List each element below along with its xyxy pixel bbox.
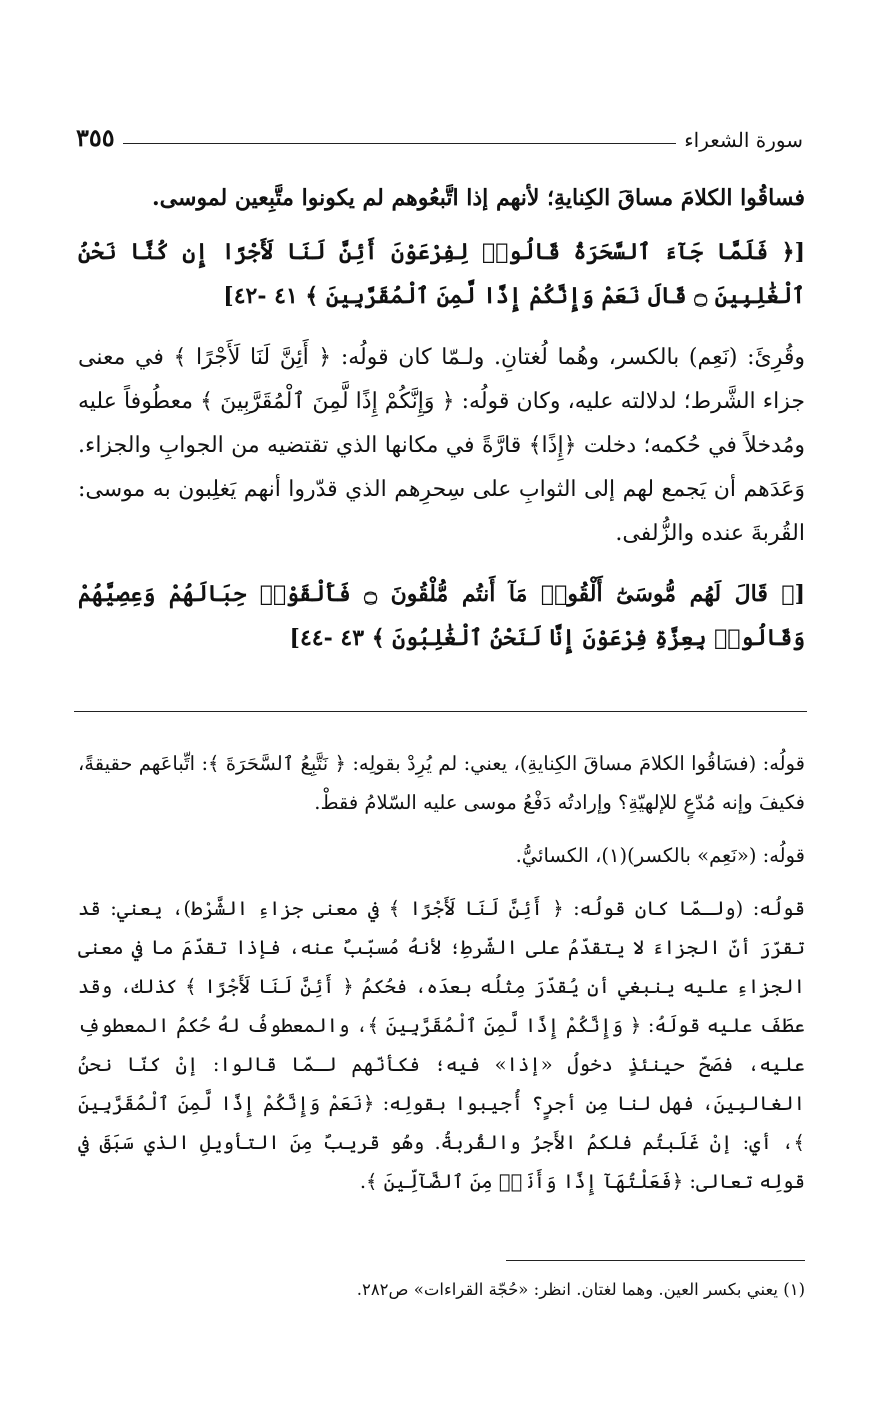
footnote-rule <box>506 1260 805 1261</box>
commentary-paragraph-1: قولُه: (فسَاقُوا الكلامَ مساقَ الكِنايةِ)، يعني: لم يُرِدْ بقولِه: ﴿ نَتَّبِعُ ٱلسَّحَرَةَ ﴾: اتِّباعَهم حقيقةً، فكيفَ وإنه مُدّعٍ للإلهيّةِ؟ وإرادتُه دَفْعُ موسى عليه السّلامُ فقطْ. <box>78 752 805 814</box>
surah-title: سورة الشعراء <box>684 128 803 152</box>
commentary-divider <box>74 711 807 712</box>
page-header <box>76 112 803 152</box>
main-text <box>78 176 805 660</box>
commentary-paragraph-3: قولُه: (ولـمّا كان قولُه: ﴿ أَئِنَّ لَنَا لَأَجْرًا ﴾ في معنى جزاءِ الشَّرْط)، يعني: قد تقرّرَ أنّ الجزاءَ لا يتقدّمُ على الشّرطِ؛ لأنهُ مُسبّبٌ عنه، فإذا تقدّمَ ما في معنى الجزاءِ عليه ينبغي أن يُقدّرَ مِثلُه بعدَه، فحُكمُ ﴿ أَئِنَّ لَنَا لَأَجْرًا ﴾ كذلك، وقد عطَفَ عليه قولَهُ: ﴿ وَإِنَّكُمْ إِذًا لَّمِنَ ٱلْمُقَرَّبِينَ ﴾، والمعطوفُ لهُ حُكمُ المعطوفِ عليه، فصَحّ حينئذٍ دخولُ «إذا» فيه؛ فكأنّهم لـمّا قالوا: إنْ كنّا نحنُ الغالبِينَ، فهل لنا مِن أجرٍ؟ أُجيبوا بقولِه: ﴿نَعَمْ وَإِنَّكُمْ إِذًا لَّمِنَ ٱلْمُقَرَّبِينَ ﴾، أي: إنْ غَلَبتُم فلكمُ الأَجرُ والقُربةُ. وهُو قريبٌ مِنَ التأويلِ الذي سَبَقَ في قولِه تعالى: ﴿فَعَلْتُهَآ إِذًا وَأَنَا۠ مِنَ ٱلضَّآلِّينَ ﴾. <box>78 897 805 1193</box>
header-rule <box>123 143 677 144</box>
quran-verse-43-44: [﴿ قَالَ لَهُم مُّوسَىٰٓ أَلْقُوا۟ مَآ أَنتُم مُّلْقُونَ ۝ فَأَلْقَوْا۟ حِبَالَهُمْ وَعِصِيَّهُمْ وَقَالُوا۟ بِعِزَّةِ فِرْعَوْنَ إِنَّا لَنَحْنُ ٱلْغَٰلِبُونَ ﴾ ٤٣ -٤٤] <box>78 581 805 651</box>
main-paragraph-2: وقُرِئَ: (نَعِم) بالكسر، وهُما لُغتانِ. ولـمّا كان قولُه: ﴿ أَئِنَّ لَنَا لَأَجْرًا ﴾ في معنى جزاء الشَّرط؛ لدلالته عليه، وكان قولُه: ﴿ وَإِنَّكُمْ إِذًا لَّمِنَ ٱلْمُقَرَّبِينَ ﴾ معطُوفاً عليه ومُدخلاً في حُكمه؛ دخلت ﴿إِذًا﴾ قارَّةً في مكانها الذي تقتضيه من الجوابِ والجزاء. وَعَدَهم أن يَجمع لهم إلى الثوابِ على سِحرِهم الذي قدّروا أنهم يَغلِبون به موسى: القُربةَ عنده والزُّلفى. <box>78 345 805 546</box>
commentary-text <box>78 744 805 1201</box>
main-paragraph-1: فساقُوا الكلامَ مساقَ الكِنايةِ؛ لأنهم إذا اتَّبعُوهم لم يكونوا متَّبِعين لموسى. <box>152 185 805 211</box>
footnote-text: (١) يعني بكسر العين. وهما لغتان. انظر: «حُجّة القراءات» ص٢٨٢. <box>356 1280 805 1299</box>
commentary-paragraph-2: قولُه: («نَعِم» بالكسر)(١)، الكسائيُّ. <box>515 844 805 867</box>
quran-verse-41-42: [﴿ فَلَمَّا جَآءَ ٱلسَّحَرَةُ قَالُوا۟ لِفِرْعَوْنَ أَئِنَّ لَنَا لَأَجْرًا إِن كُنَّا نَحْنُ ٱلْغَٰلِبِينَ ۝ قَالَ نَعَمْ وَإِنَّكُمْ إِذًا لَّمِنَ ٱلْمُقَرَّبِينَ ﴾ ٤١ -٤٢] <box>78 239 805 309</box>
footnote <box>78 1276 805 1304</box>
page-number: ٣٥٥ <box>76 123 115 152</box>
